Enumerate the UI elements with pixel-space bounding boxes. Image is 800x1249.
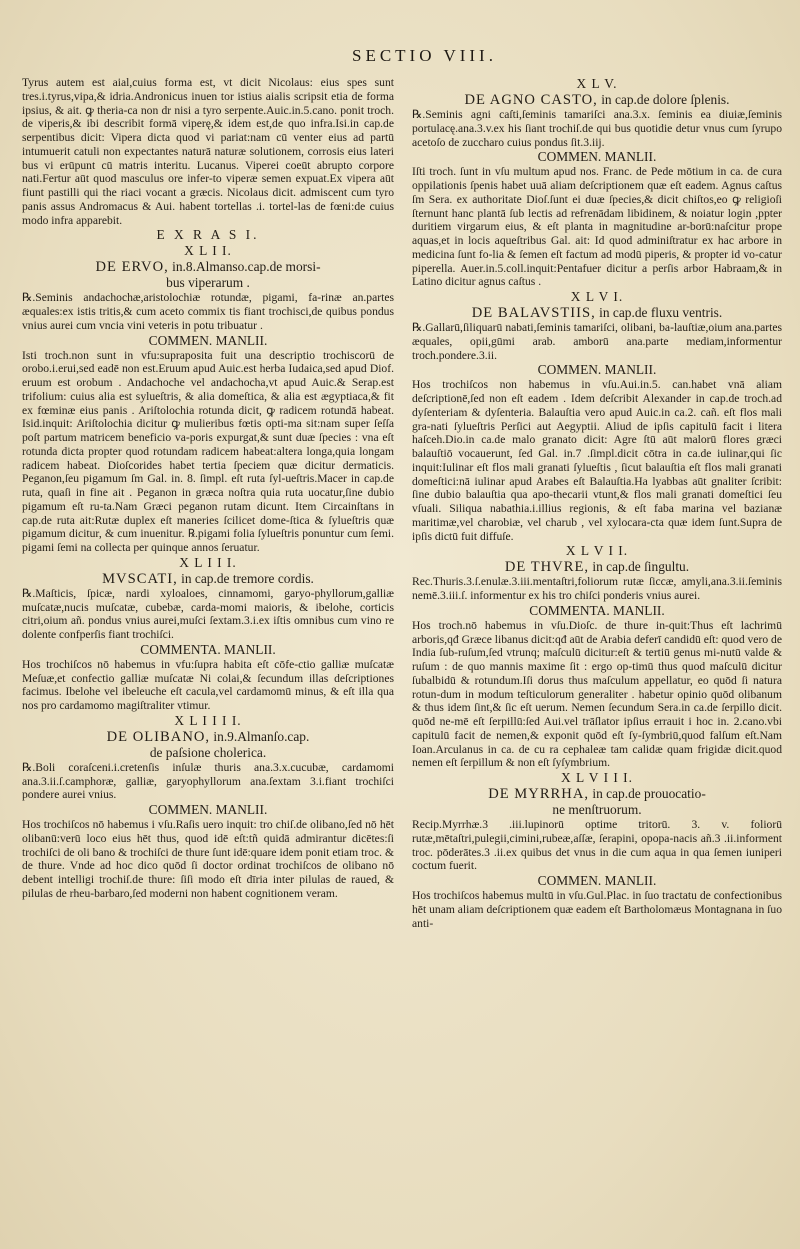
recipe-text: ℞.Seminis andachochæ,aristolochiæ rotundæ, pigami, fa-rinæ an.partes æquales:ex istis tritis,& cum aceto commix tis fiant trochisci,de quibus pondus vnius aurei cum vncia vini veteris in potu tribuatur . (22, 291, 394, 332)
recipe-text: ℞.Maſticis, ſpicæ, nardi xyloaloes, cinnamomi, garyo-phyllorum,galliæ muſcatæ,nucis muſcatæ, cubebæ, carda-momi maioris, & ibelohe, corticis citri,oium añ. pondus vnius aurei,muſci ſextam.3.i.ex iſtis omnibus cum vino re dolente confperſis fiant trochiſci. (22, 586, 394, 641)
running-head: SECTIO VIII. (352, 46, 497, 65)
commentary-heading: COMMEN. MANLII. (148, 332, 268, 348)
commentary-heading: COMMEN. MANLII. (537, 149, 657, 165)
heading-title: E X R A S I. (156, 227, 260, 243)
recipe-subtitle: in cap.de prouocatio- (592, 786, 706, 801)
recipe-title: DE ERVO, (95, 259, 169, 276)
recipe-title: DE THVRE, (504, 559, 590, 576)
section-number: X L V I I I. (560, 770, 633, 785)
commentary-text: Isti troch.non sunt in vfu:supraposita fuit una descriptio trochiscorū de orobo.i.erui,sed eadē non est.Eruum apud Auic.est herba Iudaica,sed apud Diof. eruum est orobum . Andachoche vel andachocha,vt apud Auic.& Serap.est trifolium: cuius alia est sylueſtris, & alia domeſtica, & alia est ægyptiaca,& fit ex fœminæ eius panis . Ariſtolochia rotunda dicit, ꝙ radicem rotundā habeat. Isid.inquit: Ariſtolochia dicitur ꝙ mulieribus fœtis opti-ma sit:nam super ſeſſa poſt partum matricem beneficio va-poris expurgat,& sunt duæ ſpecies : vna eſt rotunda dicta propter quod rotundam radicem habeat:altera longa,quia longam radicem habeat. Dioſcorides habet tertia ſpeciem quæ dicitur dermaticis. Peganon,ſeu pigamum ſm Gal. in. 8. ſimpl. eſt ruta ſyl-ueſtris.Macer in cap.de ruta, quaſi in fine ait . Peganon in græca noſtra quia ruta uocatur,ſine dubio pigamum eſt ru-ta.Nam Græci peganon rutam dicunt. Item Circainſtans in cap.de ruta ait:Rutæ duplex eſt maneries ſcilicet dome-ſtica & ſylueſtris quæ pigamum dicitur, & cum inuenitur. ℞.pigami folia ſylueſtris ponuntur cum ſemi. pigami ſemi na collecta per quinque annos ſeruatur. (22, 348, 394, 554)
recipe-text: Rec.Thuris.3.ſ.enulæ.3.iii.mentaſtri,foliorum rutæ ſiccæ, amyli,ana.3.ii.ſeminis nemē.3.iii.ſ. informentur ex his tro chiſci ponderis vnius aurei. (412, 575, 782, 602)
commentary-text: Hos trochiſcos nō habemus i vſu.Raſis uero inquit: tro chiſ.de olibano,ſed nō hēt olibanū:verū loco eius hēt thus, quod idē eſt:tñ quidā admirantur dicētes:ſi trochiſci de oli bano & trochiſci de thure ſunt idē:quare idem ponit etiam troc. & de thure. Vnde ad hoc dico quōd ſi doctor ordinat trochiſcos de olibano nō debent intelligi trochiſ.de thure: ſiſi modo eſt dīria inter pilulas de raued, & pilulas de rheu-barbaro,ſed moderni non habent cognitionem veram. (22, 818, 394, 900)
recipe-subtitle: in cap.de ſingultu. (592, 559, 690, 575)
recipe-text: ℞.Gallarū,ſiliquarū nabati,ſeminis tamariſci, olibani, ba-lauſtiæ,oium ana.partes æquales, opii,gūmi arab. amborū ana.parte mediam,informentur troch.pondere.3.ii. (412, 321, 782, 362)
recipe-subtitle-cont: ne menſtruorum. (552, 802, 642, 817)
recipe-subtitle: in.8.Almanso.cap.de morsi- (172, 259, 321, 275)
paragraph: Tyrus autem est aial,cuius forma est, vt dicit Nicolaus: eius spes sunt tres.i.tyrus,vipa,& idria.Andronicus inuen tor istius aialis scripsit etia de forma ipsius, & ait. ꝙ theria-ca non dr nisi a tyro serpente.Auic.in.5.cano. ponit troch. de viperis,& ibi describit formā viperę,& idem est,de quo infra.Isi.in cap.de serpentibus dicit: Vipera dicta quod vi pariat:nam cū venter eius ad partū intumuerit catuli non expectantes naturā naturæ solutionem, corrosis eius lateri bus vi erūpunt cū matris interitu. Lucanus. Viperei coeūt abrupto corpore nati.Fertur aūt quod masculus ore infer-to viperæ semen expuat.Ex vipera aūt fiunt pastilli qui the riaci vocant a græcis. Nicolaus dicit. admiscent cum tyro panis assus Andromacus & Aui. habent tortellas .i. tortel-las de fœni:de cuius modo infra apparebit. (22, 76, 394, 227)
recipe-subtitle: in.9.Almanſo.cap. (213, 728, 310, 744)
recipe-subtitle: in cap.de dolore ſplenis. (601, 92, 730, 107)
section-number: X L V. (576, 76, 618, 91)
commentary-heading: COMMEN. MANLII. (148, 802, 268, 817)
left-column (22, 76, 394, 901)
recipe-subtitle: in cap.de fluxu ventris. (599, 305, 723, 320)
section-heading (22, 227, 394, 259)
recipe-subtitle: in cap.de tremore cordis. (181, 570, 314, 586)
recipe-subtitle-cont: de paſsione cholerica. (149, 744, 267, 760)
commentary-heading: COMMENTA. MANLII. (140, 641, 276, 657)
recipe-subtitle-cont: bus viperarum . (166, 275, 250, 291)
commentary-text: Hos trochiſcos non habemus in vſu.Aui.in.5. can.habet vnā aliam deſcriptionē,ſed non eſt eadem . Idem deſcribit Alexander in cap.de troch.ad dyſenteriam & dyſenteria. Balauſtia vero apud Auic.in ca.2. cañ. eſt flos mali gra-nati ſylueſtris Perſici aut Aegyptii. Aliud de ipſis capitulū facit i litera haſceh.Dio.in ca.de malo granato dicit: Agre ſtū aūt malorū flores græci balauſtiō vocauerunt, ſed Gal. in.7 .ſimpl.dicit cōtra in ca.de iulinar,qui ſic inquit:Iulinar eſt flos mali granati ſylueſtis , ſicut balauſtia eſt flos mali granati domeſtici:nā iulinar apud Arabes eſt Balauſtia.Ha lyabbas aūt gnaliter ſcribit: ſine dubio balauſtia qua apo-thecarii vtunt,& flos mali granati domeſtici ſeu vſuali. Siliqua nabathia.i.illius regionis, & eſt faba marina vel bazianæ maritimæ,vel charobiæ, vel charub , vel xylocara-cta quæ idem ſunt.Supra de ipſis dictū fuit diffuſe. (412, 378, 782, 543)
recipe-heading (412, 76, 782, 108)
commentary-text: Hos trochiſcos habemus multū in vſu.Gul.Plac. in ſuo tractatu de confectionibus hēt unam aliam deſcriptionem quæ eadem eſt Bartholomæus Montagnana in ſuo anti- (412, 889, 782, 930)
commentary-text: Iſti troch. ſunt in vſu multum apud nos. Franc. de Pede mōtium in ca. de cura oppilationis ſpenis habet uuā aliam deſcriptionem quæ eſt eadem. Agnus caſtus ſm Sera. ex authoritate Dioſ.ſunt ei duæ ſpecies,& dicit chiſtos,eo ꝙ religioſi ſternunt hanc plantā ſub lectis ad refrenādam libidinem, & noiatur login ,ppter duritiem virgarum eius, & eſt planta in magnitudine ar-borū:naſcitur prope aquas,et in locis aqueſtribus Gal. ait: Id quod adminiſtratur ex hac arbore in medicina ſunt fo-lia & ſemen eſt factum ad modū piperis, & propter id vo-catur piperella. Auer.in.5.coll.inquit:Pentafuer dicitur a perſis arbor Habraam,& in Latino dicitur agnus caſtus . (412, 165, 782, 289)
commentary-heading: COMMEN. MANLII. (537, 873, 657, 888)
recipe-title: MVSCATI, (102, 570, 178, 587)
recipe-title: DE MYRRHA, (488, 786, 590, 802)
recipe-heading (412, 289, 782, 321)
recipe-title: DE OLIBANO, (106, 728, 211, 745)
commentary-heading: COMMEN. MANLII. (537, 362, 657, 378)
section-number: X L I I. (184, 243, 232, 259)
section-number: X L V I I. (565, 543, 629, 559)
recipe-heading (22, 713, 394, 761)
recipe-text: ℞.Seminis agni caſti,ſeminis tamariſci ana.3.x. ſeminis ea diuiæ,ſeminis portulacę.ana.3.v.ex his ſiant trochiſ.de qui bus quotidie detur vnus cum ſyrupo acetoſo de zuccharo cuius pondus ſit.3.iij. (412, 108, 782, 149)
recipe-text: Recip.Myrrhæ.3 .iii.lupinorū optime tritorū. 3. v. foliorū rutæ,mētaſtri,pulegii,cimini,rubeæ,aſſæ, ſerapini, opopa-nacis añ.3 .ii.informent troc. pōderātes.3 .ii.ex quibus det vnus in die cum aqua in qua ſemen iuniperi coctum fuerit. (412, 818, 782, 873)
section-number: X L I I I. (179, 554, 237, 570)
section-number: X L V I. (570, 289, 624, 304)
recipe-text: ℞.Boli coraſceni.i.cretenſis inſulæ thuris ana.3.x.cucubæ, cardamomi ana.3.ii.ſ.camphoræ, galliæ, garyophyllorum ana.ſextam 3.i.fiant trochiſci pondere aurei vnius. (22, 760, 394, 802)
commentary-text: Hos trochiſcos nō habemus in vfu:ſupra habita eſt cōfe-ctio galliæ muſcatæ Meſuæ,et confectio galliæ muſcatæ Ni colai,& ſecundum illas deſcriptiones facimus. Ibelohe vel ibeleuche eſt cacula,vel cardamomū minus, & eſt illa qua nos pro cardamomo magiſtraliter vtimur. (22, 657, 394, 712)
section-number: X L I I I I. (174, 712, 242, 728)
right-column (412, 76, 782, 930)
recipe-heading (22, 259, 394, 291)
recipe-heading (412, 770, 782, 818)
recipe-title: DE AGNO CASTO, (464, 92, 598, 108)
commentary-heading: COMMENTA. MANLII. (529, 602, 665, 618)
commentary-text: Hos troch.nō habemus in vſu.Dioſc. de thure in-quit:Thus eſt lachrimū arboris,qđ Græce libanus dicit:qđ aūt de Arabia deferī candidū eſt: quod vero de India ſub-ruſum,ſed vtrunq; maſculū dicitur:eſt & tertiū genus mi-nutū valde & ruſum : de quo mannis maxime ſit : ergo op-timū thus quod maſculū dicitur ſubalbidū & rotundum.Iſi dorus thus maſculum appellatur, eo quōd ſi natura rotun-dum in modum teſticulorum generaliter . habetur opinio quōd olibanum & thus idem ſint,& ſic eſt uerum. Nemen ſecundum Sera.in ca.de ſerpillo dicit. quōd ne-mē eſt ſerpillū:ſed Aui.vel trāſlator ipſius errauit i hoc in. 2.cano.vbi capitulū facit de nemen,& exponit quōd eſt ſy-ſymbriū,quod falſum eſt.Nam Ioan.Arculanus in ca. de cu ra cephaleæ tam calidæ quam frigidæ dicit.quod nemen eſt ſerpillum & non eſt ſyſymbrium. (412, 618, 782, 770)
recipe-heading (22, 555, 394, 587)
recipe-title: DE BALAVSTIIS, (471, 305, 596, 321)
recipe-heading (412, 543, 782, 575)
